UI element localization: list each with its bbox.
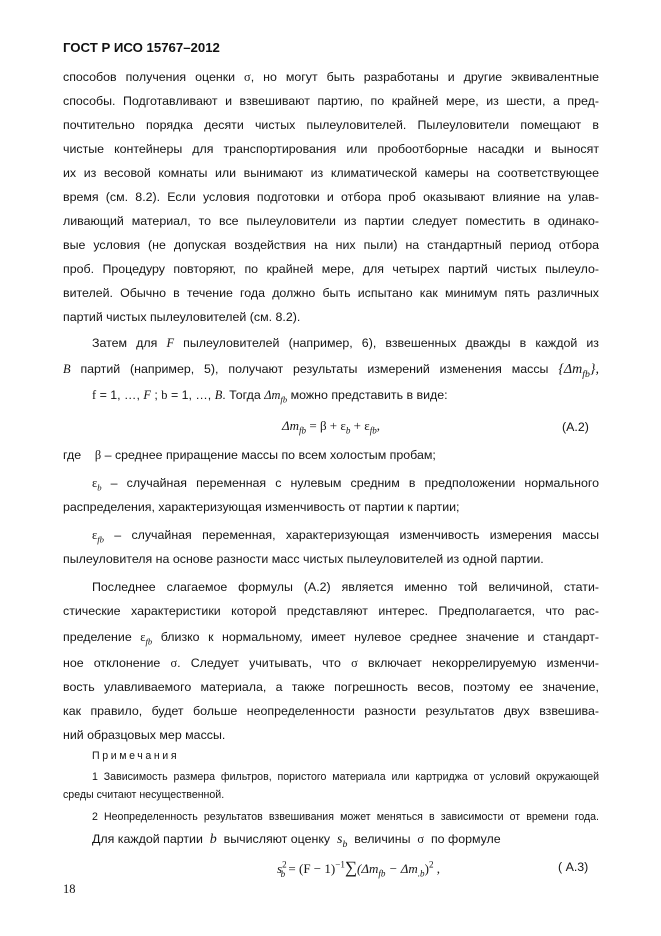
text: Δm (282, 418, 300, 433)
subscript: fb (145, 636, 153, 647)
subscript: b (342, 838, 348, 850)
subscript: fb (97, 534, 104, 545)
text: пылеуловителей (например, 6), взвешенных дважды в каждой из (183, 336, 599, 350)
text: = β + ε (309, 418, 346, 433)
paragraph-line: чистые контейнеры для транспортирования или пробоотборные насадки и выносят (63, 142, 599, 156)
text: ) (424, 861, 429, 876)
text: ε (140, 630, 146, 644)
definition-eps-b (92, 476, 599, 492)
sigma-symbol: σ (244, 70, 251, 84)
formula-a2 (282, 418, 380, 436)
text: = (F − 1) (288, 861, 336, 876)
paragraph-line: проб. Процедуру повторяют, по крайней мере, для четырех партий чистых пылеуло- (63, 262, 599, 276)
paragraph-line: как правило, будет больше неопределенности разности результатов двух взвешива- (63, 704, 599, 718)
text: где (63, 448, 82, 462)
eps-b-symbol (92, 476, 102, 493)
superscript: 2 (428, 859, 434, 870)
variable-b: b (209, 832, 217, 847)
text: . Следует учитывать, что (177, 656, 341, 670)
text: = 1, …, (170, 388, 212, 402)
variable-B: B (214, 388, 223, 402)
variable-f: f (92, 388, 97, 402)
paragraph-line (63, 362, 599, 380)
note-1: 1 Зависимость размера фильтров, пористого материала или картриджа от условий окружающей (92, 771, 599, 783)
paragraph-line: ливающий материал, то все пылеуловители из партии следует поместить в одинако- (63, 214, 599, 228)
paragraph-line: вость улавливаемого материала, а также погрешность весов, поэтому ее значение, (63, 680, 599, 694)
text: = 1, …, (99, 388, 140, 402)
superscript: −1 (335, 859, 345, 870)
paragraph-line: распределения, характеризующая изменчивость от партии к партии; (63, 500, 460, 514)
paragraph-line: Последнее слагаемое формулы (А.2) является именно той величиной, стати- (92, 580, 599, 594)
variable-B: B (63, 362, 71, 376)
note-1-cont: среды считают несущественной. (63, 789, 225, 801)
sigma-symbol: σ (417, 832, 425, 846)
text: + ε (353, 418, 370, 433)
text: , но могут быть разработаны и другие эквивалентные (250, 70, 599, 84)
text: }, (589, 362, 599, 377)
text: ное отклонение (63, 656, 161, 670)
paragraph-line: вые условия (не допуская воздействия на них пыли) на стандартный период отбора (63, 238, 599, 252)
text: – среднее приращение массы по всем холостым пробам; (104, 448, 436, 462)
paragraph-line: их из весовой комнаты или вынимают из климатической камеры на соответствующее (63, 166, 599, 180)
eps-fb-symbol (92, 528, 104, 545)
paragraph-line (63, 656, 599, 671)
text: включает некоррелируемую изменчи- (367, 656, 599, 670)
paragraph-line: вителей. Обычно в течение года должно быть испытано как минимум пять различных (63, 286, 599, 300)
subscript: fb (299, 425, 307, 436)
sum-symbol: ∑ (344, 858, 358, 877)
text: , (436, 861, 440, 876)
text: – случайная переменная, характеризующая изменчивость измерения массы (114, 528, 599, 542)
text: по формуле (430, 832, 501, 846)
text: (Δm (357, 861, 379, 876)
equation-number-a2: (А.2) (562, 420, 589, 434)
text: партий (например, 5), получают результаты измерений изменения массы (80, 362, 549, 376)
text: ε (92, 476, 98, 490)
formula-a3 (277, 858, 440, 879)
equation-number-a3: ( А.3) (558, 860, 589, 874)
text: . Тогда (222, 388, 261, 402)
text: Δm (264, 388, 281, 402)
text: можно представить в виде: (290, 388, 448, 402)
subscript: .b (417, 868, 425, 879)
text: близко к нормальному, имеет нулевое среднее значение и стандарт- (160, 630, 599, 644)
subscript: fb (582, 368, 590, 380)
text: − Δm (388, 861, 418, 876)
subscript: b (345, 425, 351, 436)
text: Затем для (92, 336, 158, 350)
text: s (277, 861, 283, 876)
text: {Δm (558, 362, 583, 377)
sigma-symbol: σ (170, 656, 178, 670)
definition-eps-fb (92, 528, 599, 544)
text: пределение (63, 630, 132, 644)
definition-beta (63, 448, 436, 463)
paragraph-line (63, 630, 599, 646)
notes-heading: Примечания (92, 750, 180, 762)
text: – случайная переменная с нулевым средним в предположении нормального (110, 476, 599, 490)
beta-symbol: β (94, 448, 102, 462)
paragraph-line (92, 832, 501, 850)
sigma-symbol: σ (351, 656, 358, 670)
paragraph-line (92, 388, 448, 404)
paragraph-line: ний образцовых мер массы. (63, 728, 226, 742)
variable-b: b (161, 388, 168, 402)
variable-F: F (143, 388, 151, 402)
note-2: 2 Неопределенность результатов взвешивания может меняться в зависимости от времени года. (92, 811, 599, 823)
subscript: b (280, 868, 286, 879)
paragraph-line: стические характеристики которой представляют интерес. Предполагается, что рас- (63, 604, 599, 618)
text: величины (354, 832, 411, 846)
document-header: ГОСТ Р ИСО 15767–2012 (63, 40, 220, 55)
paragraph-line: пылеуловителя на основе разности масс чистых пылеуловителей из одной партии. (63, 552, 544, 566)
page-number: 18 (63, 882, 76, 896)
subscript: fb (369, 425, 377, 436)
eps-fb-symbol (140, 630, 153, 647)
text: способов получения оценки (63, 70, 236, 84)
text: ε (92, 528, 98, 542)
paragraph-line: время (см. 8.2). Если условия подготовки и отбора проб оказывают влияние на улав- (63, 190, 599, 204)
variable-F: F (166, 336, 175, 350)
text: ; (154, 388, 158, 402)
paragraph-line (92, 336, 599, 351)
paragraph-line (63, 70, 599, 85)
subscript: fb (378, 868, 386, 879)
delta-m-fb (264, 388, 288, 405)
text: , (376, 418, 381, 433)
paragraph-line: способы. Подготавливают и взвешивают партию, по крайней мере, из шести, а пред- (63, 94, 599, 108)
text: вычисляют оценку (223, 832, 331, 846)
superscript: 2 (282, 859, 287, 870)
text: s (337, 832, 343, 847)
subscript: fb (280, 394, 288, 405)
delta-m-set (558, 362, 599, 380)
text: Для каждой партии (92, 832, 203, 846)
paragraph-line: партий чистых пылеуловителей (см. 8.2). (63, 310, 301, 324)
subscript: b (97, 482, 102, 493)
s-b (337, 832, 348, 850)
paragraph-line: почтительно порядка десяти чистых пылеуловителей. Пылеуловители помещают в (63, 118, 599, 132)
